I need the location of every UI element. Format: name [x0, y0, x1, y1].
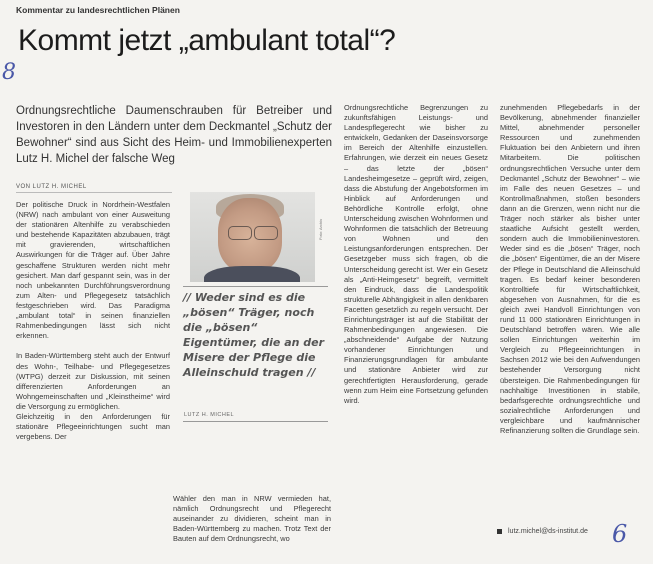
- article-lead: Ordnungsrechtliche Daumenschrauben für Betreiber und Investoren in den Ländern unter dem Deckmantel „Schutz der Bewohner“ sind aus Sicht des Heim- und Immobilienexperten Lutz H. Michel der falsche Weg: [16, 105, 332, 165]
- photo-glasses-right: [254, 226, 278, 240]
- author-photo: [190, 192, 315, 282]
- photo-glasses-left: [228, 226, 252, 240]
- handwritten-mark: 8: [2, 60, 16, 85]
- handwritten-page-mark: 6: [612, 520, 628, 548]
- byline: VON LUTZ H. MICHEL: [16, 184, 87, 190]
- photo-credit: Foto: Archiv: [318, 218, 323, 240]
- article-kicker: Kommentar zu landesrechtlichen Plänen: [16, 5, 180, 15]
- quote-top-rule: [183, 286, 328, 287]
- byline-rule: [16, 192, 172, 193]
- bullet-square-icon: [497, 529, 502, 534]
- author-email: [497, 528, 588, 535]
- body-column-1: [16, 200, 170, 560]
- article-title: Kommt jetzt „ambulant total“?: [18, 24, 396, 57]
- quote-author: LUTZ H. MICHEL: [184, 412, 235, 418]
- quote-bottom-rule: [183, 421, 328, 422]
- body-column-1-text-c: Gleichzeitig in den Anforderungen für stationäre Pflegeeinrichtungen sucht man vergebens. Der: [16, 411, 170, 442]
- body-column-1-text: Der politische Druck in Nordrhein-Westfalen (NRW) nach ambulant von einer Ausweitung der stationären Altenhilfe zu verabschieden und bestehende Kapazitäten abzubauen, trägt mit gravierenden, wirtschaftlichen Auswirkungen für die Träger auf. Über Jahre geschaffene Strukturen werden nicht mehr gesichert. Man darf gespannt sein, was in der noch unbekannten Durchführungsverordnung zum Alten- und Pflegegesetz tatsächlich festgeschrieben wird. Das Paradigma „ambulant total“ in seinen finanziellen Rahmenbedingungen lässt sich nicht erkennen.: [16, 200, 170, 341]
- author-email-text: lutz.michel@ds-institut.de: [508, 528, 588, 535]
- body-column-4: zunehmenden Pflegebedarfs in der Bevölkerung, abnehmender finanzieller Mittel, abnehmender personeller Ressourcen und zunehmenden Fluktuation bei den Anbietern und ihren Mitarbeitern. Die politischen ordnungsrechtlichen Versuche unter dem Deckmantel „Schutz der Bewohner“ – wie im Falle des neuen Gesetzes – und Kontrollmaßnahmen, stoßen besonders dann an die Grenzen, wenn nicht nur die Träger noch stärker als bisher unter staatliche Aufsicht gestellt werden, sondern auch die Immobilieninvestoren. Weder sind es die „bösen“ Träger, noch die „bösen“ Eigentümer, die an der Misere der Pflege in Deutschland die Alleinschuld tragen. Es bedarf keiner besonderen Kontrolltiefe für Wirtschaftlichkeit, abgesehen von Ausnahmen, für die es gleich zwei Handvoll Einrichtungen von rund 11 000 stationären Einrichtungen in Deutschland betroffen wären. Wie alle sollen Einrichtungen weiterhin im Vergleich zu Pflegeeinrichtungen in Sachsen 2012 wie bei den Aufwendungen bestehender Versorgung nicht übersteigen. Die Rahmenbedingungen für nachhaltige Investitionen in stabile, bedarfsgerechte ordnungsrechtliche und sozialrechtliche Anforderungen und vergleichbare und kaufmännischer Refinanzierung sollten die Grundlage sein.: [500, 103, 640, 435]
- body-column-1-text-b: In Baden-Württemberg steht auch der Entwurf des Wohn-, Teilhabe- und Pflegegesetzes (WTPG) derzeit zur Diskussion, mit seinen differenzierten Anforderungen an Wohngemeinschaften und „Kleinstheime“ wird die Versorgung zu ermöglichen.: [16, 351, 170, 411]
- photo-shirt: [204, 266, 300, 282]
- body-column-3: Ordnungsrechtliche Begrenzungen zu zukunftsfähigen Leistungs- und Landespflegerecht wie bisher zu entwickeln, Gedanken der Daseinsvorsorge im Bereich der Altenhilfe einzustellen. Erfahrungen, wie derzeit ein neues Gesetz – das letzte der „bösen“ Landesheimgesetze – geprüft wird, zeigen, dass die Abstufung der Angebotsformen im Hinblick auf Anforderungen und Behördliche Kontrolle erfolgt, ohne Unterscheidung zwischen Wohnformen und Wohnformen die tatsächlich der Betreuung von Wohnen und den Leistungsanforderungen entsprechen. Der Gesetzgeber muss sich fragen, ob die Unterscheidung gerecht ist. Wer ein Gesetz als „Anti-Heimgesetz“ begreift, vermittelt den Eindruck, dass die Landespolitik strukturelle Abhängigkeit in allen denkbaren Facetten gesetzlich zu regeln versucht. Der Einrichtungsträger ist auf die Stabilität der Rahmenbedingungen angewiesen. Die „abschneidende“ Aufgabe der Nutzung vorhandener Einrichtungen und Finanzierungsgrundlagen für ambulante und stationäre Anbieter wird zur gerechtfertigten Herausforderung, gerade wenn zum Heim eine Fortsetzung gefunden wird.: [344, 103, 488, 405]
- body-column-2: Wähler den man in NRW vermieden hat, nämlich Ordnungsrecht und Pflegerecht auseinander zu dividieren, scheint man in Baden-Württemberg zu machen. Trotz Text der Bauten auf dem Ordnungsrecht, wo: [173, 494, 331, 544]
- pull-quote: // Weder sind es die „bösen“ Träger, noch die „bösen“ Eigentümer, die an der Misere der Pflege die Alleinschuld tragen //: [183, 291, 325, 379]
